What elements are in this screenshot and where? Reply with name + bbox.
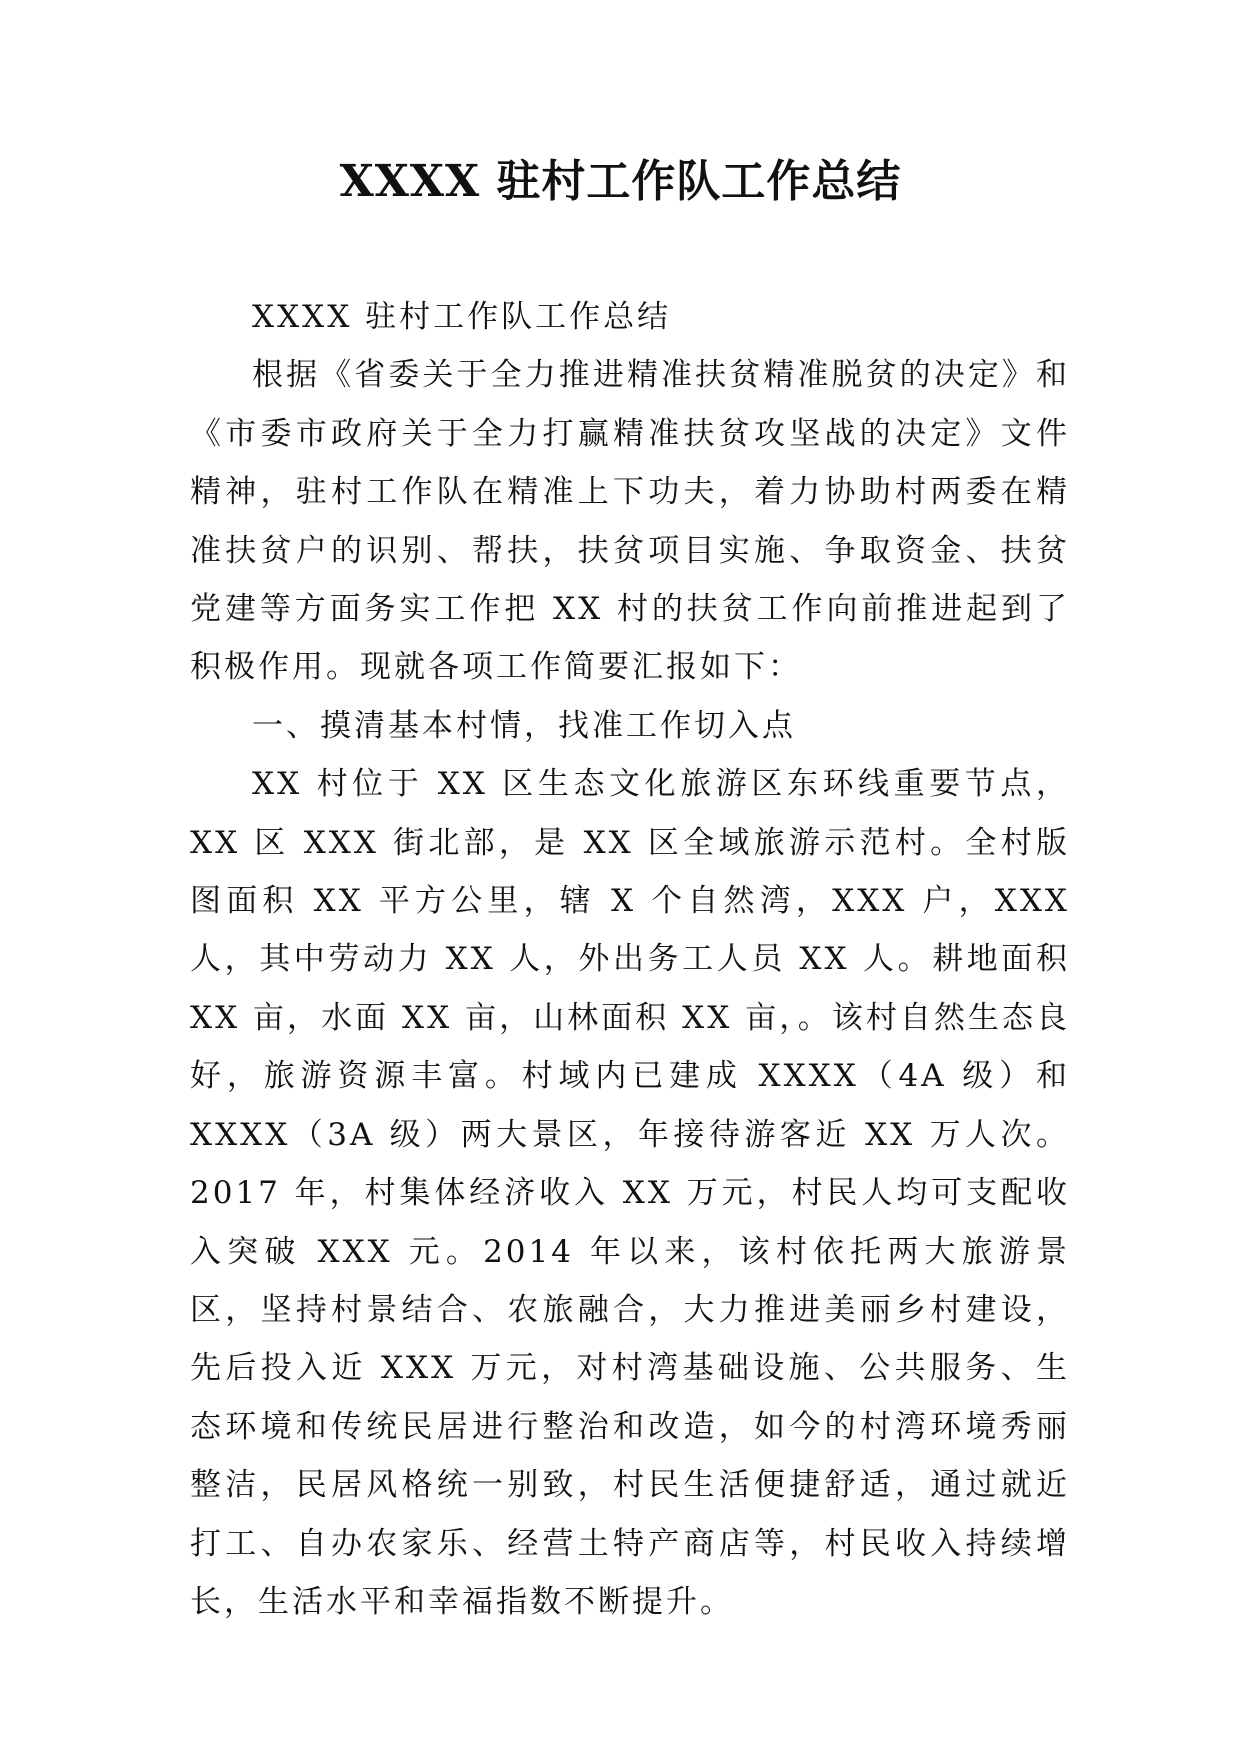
document-title: XXXX 驻村工作队工作总结 [339, 156, 902, 207]
paragraph-intro: 根据《省委关于全力推进精准扶贫精准脱贫的决定》和《市委市政府关于全力打赢精准扶贫攻坚战的决定》文件精神，驻村工作队在精准上下功夫，着力协助村两委在精准扶贫户的识别、帮扶，扶贫项目实施、争取资金、扶贫党建等方面务实工作把 XX 村的扶贫工作向前推进起到了积极作用。现就各项工作简要汇报如下： [190, 357, 1070, 686]
paragraph-subtitle: XXXX 驻村工作队工作总结 [252, 299, 672, 335]
section-heading: 一、摸清基本村情，找准工作切入点 [252, 707, 796, 744]
document-body [190, 288, 1070, 1631]
paragraph-village-overview: XX 村位于 XX 区生态文化旅游区东环线重要节点，XX 区 XXX 街北部，是 XX 区全域旅游示范村。全村版图面积 XX 平方公里，辖 X 个自然湾，XXX 户，XXX 人，其中劳动力 XX 人，外出务工人员 XX 人。耕地面积 XX 亩，水面 XX 亩，山林面积 XX 亩，。该村自然生态良好，旅游资源丰富。村域内已建成 XXXX（4A 级）和 XXXX（3A 级）两大景区，年接待游客近 XX 万人次。2017 年，村集体经济收入 XX 万元，村民人均可支配收入突破 XXX 元。2014 年以来，该村依托两大旅游景区，坚持村景结合、农旅融合，大力推进美丽乡村建设，先后投入近 XXX 万元，对村湾基础设施、公共服务、生态环境和传统民居进行整治和改造，如今的村湾环境秀丽整洁，民居风格统一别致，村民生活便捷舒适，通过就近打工、自办农家乐、经营土特产商店等，村民收入持续增长，生活水平和幸福指数不断提升。 [190, 766, 1070, 1620]
